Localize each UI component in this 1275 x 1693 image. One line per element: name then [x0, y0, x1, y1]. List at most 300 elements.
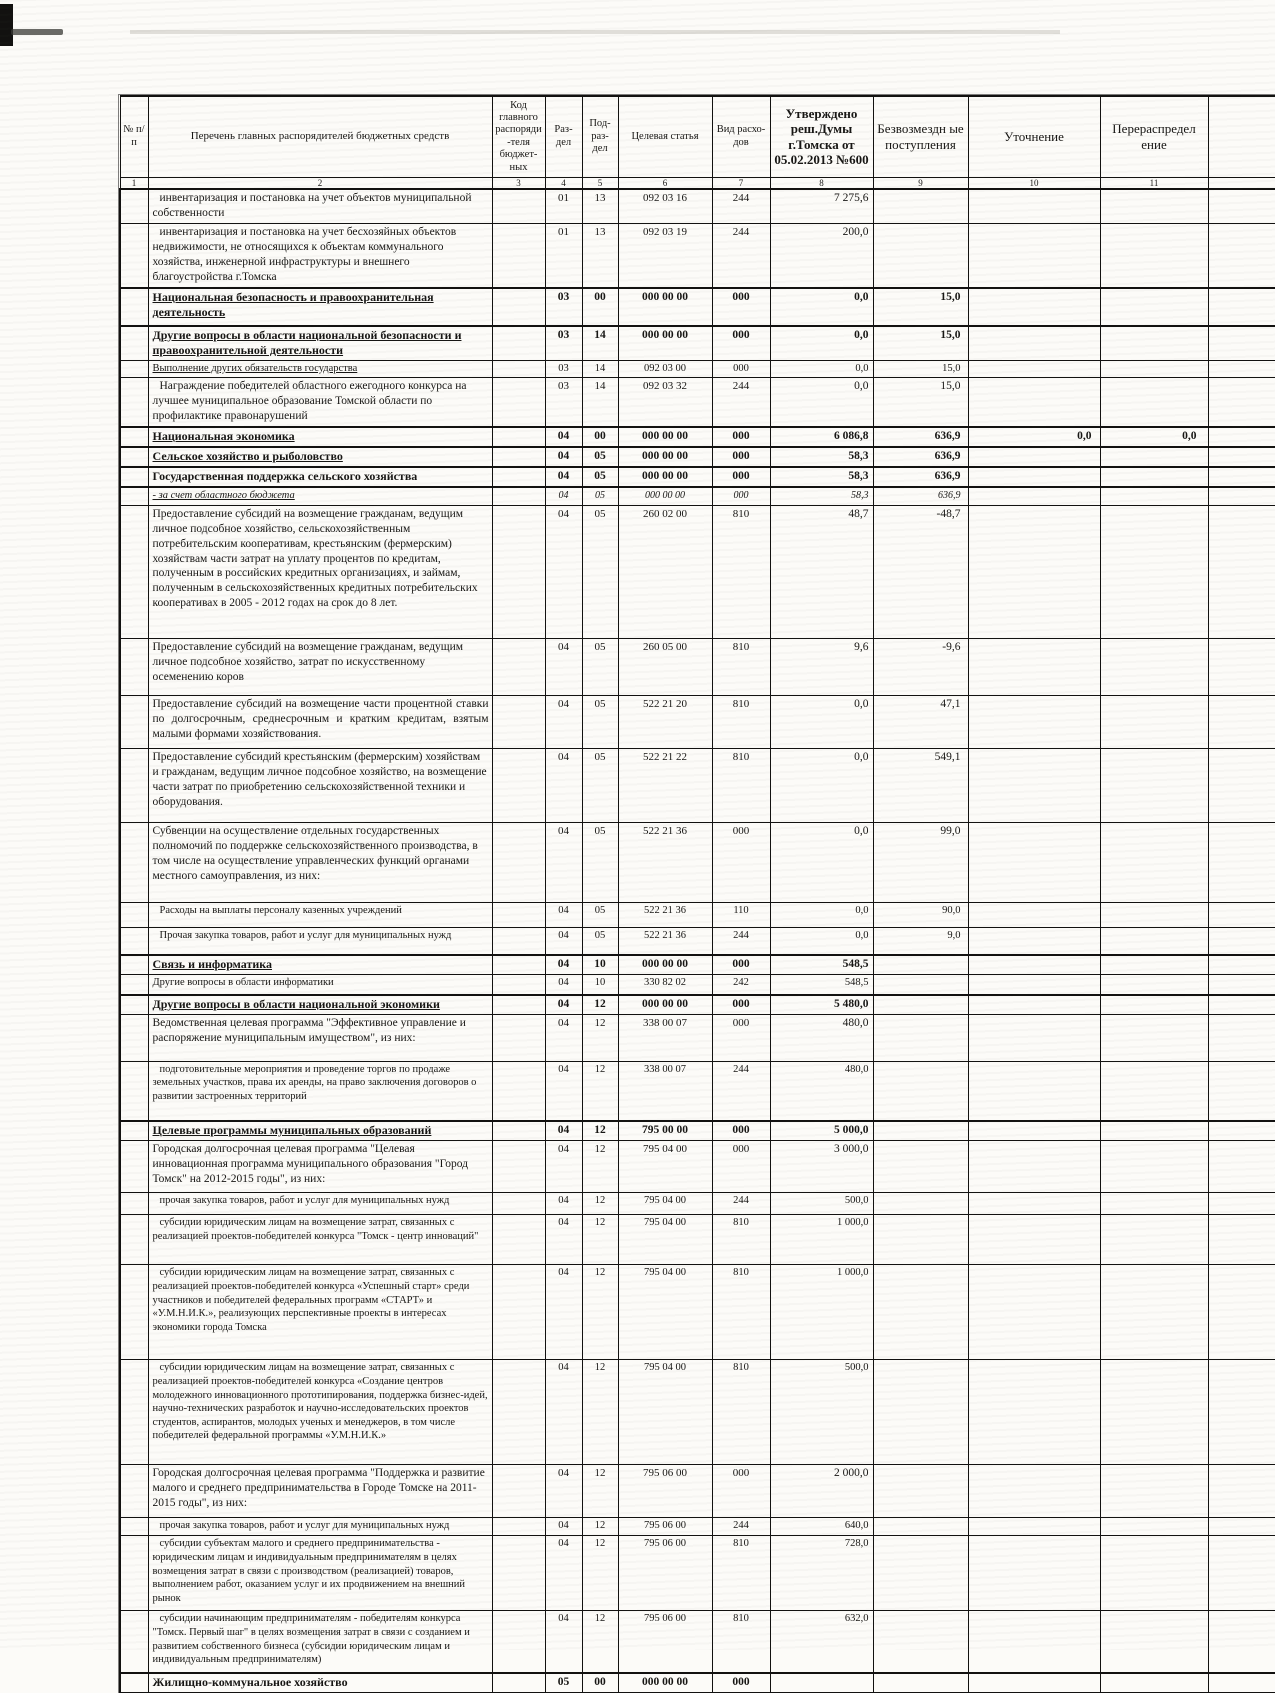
cell-kod-grbs: [492, 447, 545, 467]
cell-index: [120, 1536, 148, 1611]
cell-index: [120, 189, 148, 223]
cell-vid-rashodov: 000: [712, 822, 770, 902]
cell-cutoff: [1208, 1518, 1275, 1536]
row-label: Предоставление субсидий на возмещение гражданам, ведущим личное подсобное хозяйство, затрат по искусственному осеменению коров: [152, 640, 464, 683]
cell-kod-grbs: [492, 1673, 545, 1693]
cell-name: [148, 995, 492, 1015]
cell-bezvozmezdnye: 90,0: [873, 902, 968, 927]
cell-razdel: 04: [545, 1014, 582, 1061]
row-label: Жилищно-коммунальное хозяйство: [152, 1674, 348, 1689]
cell-utverzhdeno: 7 275,6: [770, 189, 873, 223]
cell-podrazdel: 05: [582, 638, 618, 695]
table-row: [120, 638, 1275, 695]
row-label: прочая закупка товаров, работ и услуг для муниципальных нужд: [159, 1195, 450, 1207]
cell-name: [148, 505, 492, 638]
row-label: субсидии юридическим лицам на возмещение затрат, связанных с реализацией проектов-победителей конкурса «Успешный старт» среди участников и победителей федеральных программ «СТАРТ» и «У.М.Н.И.К.», реализующих перспективные проекты в интересах экономики города Томска: [152, 1267, 470, 1333]
cell-index: [120, 748, 148, 822]
cell-kod-grbs: [492, 1518, 545, 1536]
cell-kod-grbs: [492, 1265, 545, 1360]
cell-razdel: 04: [545, 427, 582, 447]
header-col-kod: Код главного распоряди-теля бюджет-ных: [492, 96, 545, 177]
cell-utverzhdeno: 58,3: [770, 447, 873, 467]
cell-kod-grbs: [492, 748, 545, 822]
cell-name: [148, 1193, 492, 1215]
cell-cutoff: [1208, 995, 1275, 1015]
cell-celevaya-statya: 795 06 00: [618, 1465, 712, 1518]
cell-utochnenie: [968, 505, 1100, 638]
column-number: 2: [148, 177, 492, 189]
row-label: субсидии субъектам малого и среднего предпринимательства - юридическим лицам и индивидуальным предпринимателям в целях возмещения затрат в связи с производством (реализацией) товаров, выполнением работ, оказанием услуг и их продвижением на внешний рынок: [152, 1538, 466, 1604]
cell-bezvozmezdnye: 15,0: [873, 326, 968, 361]
row-label: подготовительные мероприятия и проведение торгов по продаже земельных участков, права их аренды, на право заключения договоров о развитии застроенных территорий: [152, 1063, 477, 1102]
cell-kod-grbs: [492, 1360, 545, 1465]
cell-kod-grbs: [492, 505, 545, 638]
cell-name: [148, 467, 492, 487]
cell-vid-rashodov: 000: [712, 467, 770, 487]
cell-celevaya-statya: 795 04 00: [618, 1193, 712, 1215]
cell-bezvozmezdnye: [873, 955, 968, 975]
cell-index: [120, 695, 148, 748]
cell-razdel: 04: [545, 638, 582, 695]
cell-cutoff: [1208, 288, 1275, 326]
cell-index: [120, 927, 148, 955]
cell-name: [148, 447, 492, 467]
cell-cutoff: [1208, 1673, 1275, 1693]
cell-name: [148, 1673, 492, 1693]
cell-razdel: 04: [545, 822, 582, 902]
cell-celevaya-statya: 000 00 00: [618, 447, 712, 467]
cell-cutoff: [1208, 326, 1275, 361]
table-row: [120, 427, 1275, 447]
cell-vid-rashodov: 244: [712, 378, 770, 427]
cell-podrazdel: 00: [582, 427, 618, 447]
cell-name: [148, 427, 492, 447]
cell-utverzhdeno: 480,0: [770, 1061, 873, 1121]
table-row: [120, 1014, 1275, 1061]
cell-name: [148, 1611, 492, 1673]
column-number: 5: [582, 177, 618, 189]
cell-utverzhdeno: 0,0: [770, 902, 873, 927]
table-row: [120, 1465, 1275, 1518]
cell-index: [120, 467, 148, 487]
cell-bezvozmezdnye: -9,6: [873, 638, 968, 695]
cell-utochnenie: [968, 360, 1100, 378]
cell-podrazdel: 05: [582, 505, 618, 638]
cell-name: [148, 1121, 492, 1141]
cell-utverzhdeno: 500,0: [770, 1360, 873, 1465]
table-row: [120, 1215, 1275, 1265]
cell-razdel: 03: [545, 326, 582, 361]
cell-bezvozmezdnye: [873, 1673, 968, 1693]
cell-pereraspredelenie: [1100, 378, 1208, 427]
cell-celevaya-statya: 522 21 36: [618, 822, 712, 902]
row-label: Ведомственная целевая программа "Эффективное управление и распоряжение муниципальным имуществом", из них:: [152, 1016, 466, 1044]
header-col-utverzhdeno: Утверждено реш.Думы г.Томска от 05.02.2013 №600: [770, 96, 873, 177]
cell-utochnenie: [968, 1536, 1100, 1611]
cell-kod-grbs: [492, 822, 545, 902]
cell-utverzhdeno: 1 000,0: [770, 1265, 873, 1360]
cell-bezvozmezdnye: -48,7: [873, 505, 968, 638]
table-row: [120, 505, 1275, 638]
table-row: [120, 223, 1275, 287]
cell-pereraspredelenie: [1100, 326, 1208, 361]
table-row: [120, 995, 1275, 1015]
row-label: инвентаризация и постановка на учет объектов муниципальной собственности: [152, 192, 472, 219]
row-label: Прочая закупка товаров, работ и услуг для муниципальных нужд: [159, 929, 452, 941]
cell-bezvozmezdnye: 9,0: [873, 927, 968, 955]
cell-razdel: 04: [545, 1360, 582, 1465]
cell-razdel: 04: [545, 467, 582, 487]
cell-utochnenie: [968, 638, 1100, 695]
cell-utverzhdeno: 480,0: [770, 1014, 873, 1061]
cell-razdel: 01: [545, 223, 582, 287]
cell-utverzhdeno: 548,5: [770, 955, 873, 975]
cell-utverzhdeno: 9,6: [770, 638, 873, 695]
cell-utochnenie: [968, 326, 1100, 361]
column-number: 4: [545, 177, 582, 189]
cell-utverzhdeno: 0,0: [770, 927, 873, 955]
cell-podrazdel: 14: [582, 360, 618, 378]
row-label: Другие вопросы в области национальной экономики: [152, 996, 440, 1011]
cell-razdel: 04: [545, 975, 582, 995]
cell-utochnenie: [968, 955, 1100, 975]
cell-bezvozmezdnye: 636,9: [873, 447, 968, 467]
header-col-pereraspredelenie: Перераспредел ение: [1100, 96, 1208, 177]
column-number: 10: [968, 177, 1100, 189]
table-row: [120, 447, 1275, 467]
cell-vid-rashodov: 244: [712, 189, 770, 223]
cell-utverzhdeno: 2 000,0: [770, 1465, 873, 1518]
cell-bezvozmezdnye: [873, 1360, 968, 1465]
table-row: [120, 927, 1275, 955]
cell-celevaya-statya: 330 82 02: [618, 975, 712, 995]
row-label: Государственная поддержка сельского хозяйства: [152, 469, 418, 484]
cell-cutoff: [1208, 1611, 1275, 1673]
cell-bezvozmezdnye: [873, 1193, 968, 1215]
cell-bezvozmezdnye: [873, 1611, 968, 1673]
cell-kod-grbs: [492, 902, 545, 927]
cell-razdel: 04: [545, 1536, 582, 1611]
cell-razdel: 05: [545, 1673, 582, 1693]
budget-table: [119, 95, 1275, 1693]
cell-podrazdel: 12: [582, 995, 618, 1015]
cell-name: [148, 189, 492, 223]
column-number: 1: [120, 177, 148, 189]
header-col-podrazdel: Под-раз-дел: [582, 96, 618, 177]
cell-bezvozmezdnye: [873, 189, 968, 223]
cell-vid-rashodov: 000: [712, 955, 770, 975]
cell-razdel: 04: [545, 447, 582, 467]
row-label: прочая закупка товаров, работ и услуг для муниципальных нужд: [159, 1520, 450, 1532]
cell-utochnenie: [968, 1141, 1100, 1193]
cell-celevaya-statya: 795 04 00: [618, 1265, 712, 1360]
cell-kod-grbs: [492, 1611, 545, 1673]
cell-razdel: 04: [545, 695, 582, 748]
cell-cutoff: [1208, 1061, 1275, 1121]
cell-kod-grbs: [492, 427, 545, 447]
cell-cutoff: [1208, 1121, 1275, 1141]
cell-vid-rashodov: 242: [712, 975, 770, 995]
cell-index: [120, 975, 148, 995]
table-row: [120, 288, 1275, 326]
table-row: [120, 902, 1275, 927]
cell-podrazdel: 05: [582, 902, 618, 927]
row-label: Сельское хозяйство и рыболовство: [152, 449, 343, 464]
cell-bezvozmezdnye: 549,1: [873, 748, 968, 822]
row-label: Городская долгосрочная целевая программа "Поддержка и развитие малого и среднего предпринимательства в Городе Томске на 2011-2015 годы", из них:: [152, 1467, 485, 1510]
cell-pereraspredelenie: [1100, 1265, 1208, 1360]
cell-utverzhdeno: 500,0: [770, 1193, 873, 1215]
cell-razdel: 04: [545, 1265, 582, 1360]
table-row: [120, 975, 1275, 995]
cell-index: [120, 1465, 148, 1518]
cell-celevaya-statya: 000 00 00: [618, 1673, 712, 1693]
cell-razdel: 04: [545, 1061, 582, 1121]
cell-utochnenie: [968, 1014, 1100, 1061]
header-col-vid-rashodov: Вид расхо-дов: [712, 96, 770, 177]
cell-utochnenie: [968, 487, 1100, 505]
cell-vid-rashodov: 810: [712, 505, 770, 638]
cell-pereraspredelenie: [1100, 223, 1208, 287]
cell-bezvozmezdnye: [873, 1014, 968, 1061]
cell-celevaya-statya: 000 00 00: [618, 427, 712, 447]
cell-vid-rashodov: 810: [712, 1360, 770, 1465]
cell-podrazdel: 12: [582, 1360, 618, 1465]
row-label: Связь и информатика: [152, 957, 273, 972]
cell-name: [148, 927, 492, 955]
cell-index: [120, 1673, 148, 1693]
cell-utochnenie: [968, 189, 1100, 223]
column-number: 6: [618, 177, 712, 189]
cell-bezvozmezdnye: 15,0: [873, 378, 968, 427]
cell-cutoff: [1208, 1193, 1275, 1215]
table-row: [120, 487, 1275, 505]
cell-cutoff: [1208, 1265, 1275, 1360]
cell-vid-rashodov: 810: [712, 1215, 770, 1265]
cell-podrazdel: 05: [582, 467, 618, 487]
cell-pereraspredelenie: [1100, 1673, 1208, 1693]
cell-bezvozmezdnye: [873, 975, 968, 995]
cell-utochnenie: [968, 1360, 1100, 1465]
row-label: Целевые программы муниципальных образований: [152, 1123, 432, 1138]
cell-utochnenie: [968, 927, 1100, 955]
table-row: [120, 467, 1275, 487]
cell-kod-grbs: [492, 638, 545, 695]
cell-razdel: 04: [545, 995, 582, 1015]
cell-pereraspredelenie: [1100, 1611, 1208, 1673]
cell-cutoff: [1208, 1014, 1275, 1061]
row-label: инвентаризация и постановка на учет бесхозяйных объектов недвижимости, не относящихся к объектам коммунального хозяйства, инженерной инфраструктуры и внешнего благоустройства г.Томска: [152, 225, 457, 283]
cell-utverzhdeno: 200,0: [770, 223, 873, 287]
cell-podrazdel: 10: [582, 955, 618, 975]
row-label: - за счет областного бюджета: [152, 490, 295, 502]
scan-artifact-top-streak: [130, 30, 1060, 34]
cell-razdel: 01: [545, 189, 582, 223]
cell-utochnenie: [968, 1121, 1100, 1141]
cell-kod-grbs: [492, 189, 545, 223]
table-row: [120, 360, 1275, 378]
cell-utverzhdeno: 1 000,0: [770, 1215, 873, 1265]
cell-kod-grbs: [492, 1215, 545, 1265]
cell-podrazdel: 12: [582, 1061, 618, 1121]
cell-index: [120, 1121, 148, 1141]
cell-pereraspredelenie: [1100, 1141, 1208, 1193]
cell-kod-grbs: [492, 487, 545, 505]
cell-bezvozmezdnye: 15,0: [873, 360, 968, 378]
table-row: [120, 1061, 1275, 1121]
cell-pereraspredelenie: [1100, 1121, 1208, 1141]
cell-kod-grbs: [492, 378, 545, 427]
cell-index: [120, 1061, 148, 1121]
cell-name: [148, 1061, 492, 1121]
cell-celevaya-statya: 092 03 19: [618, 223, 712, 287]
cell-kod-grbs: [492, 695, 545, 748]
cell-name: [148, 1465, 492, 1518]
header-col-razdel: Раз-дел: [545, 96, 582, 177]
cell-podrazdel: 12: [582, 1611, 618, 1673]
cell-index: [120, 1141, 148, 1193]
cell-razdel: 03: [545, 360, 582, 378]
cell-cutoff: [1208, 1215, 1275, 1265]
table-row: [120, 326, 1275, 361]
header-row: [120, 96, 1275, 177]
cell-pereraspredelenie: [1100, 975, 1208, 995]
cell-celevaya-statya: 795 04 00: [618, 1360, 712, 1465]
cell-name: [148, 1536, 492, 1611]
cell-celevaya-statya: 522 21 20: [618, 695, 712, 748]
table-row: [120, 955, 1275, 975]
cell-index: [120, 1215, 148, 1265]
cell-cutoff: [1208, 927, 1275, 955]
cell-celevaya-statya: 000 00 00: [618, 467, 712, 487]
cell-podrazdel: 05: [582, 695, 618, 748]
cell-vid-rashodov: 810: [712, 1536, 770, 1611]
cell-celevaya-statya: 522 21 36: [618, 927, 712, 955]
cell-cutoff: [1208, 223, 1275, 287]
cell-podrazdel: 13: [582, 189, 618, 223]
cell-bezvozmezdnye: 99,0: [873, 822, 968, 902]
cell-celevaya-statya: 795 00 00: [618, 1121, 712, 1141]
cell-pereraspredelenie: [1100, 487, 1208, 505]
cell-vid-rashodov: 000: [712, 1121, 770, 1141]
row-label: Расходы на выплаты персоналу казенных учреждений: [159, 904, 402, 916]
cell-vid-rashodov: 244: [712, 1061, 770, 1121]
cell-cutoff: [1208, 955, 1275, 975]
cell-podrazdel: 05: [582, 927, 618, 955]
cell-index: [120, 995, 148, 1015]
cell-razdel: 03: [545, 378, 582, 427]
cell-podrazdel: 13: [582, 223, 618, 287]
cell-utochnenie: [968, 378, 1100, 427]
cell-name: [148, 1518, 492, 1536]
cell-kod-grbs: [492, 955, 545, 975]
cell-podrazdel: 12: [582, 1465, 618, 1518]
cell-utverzhdeno: 5 480,0: [770, 995, 873, 1015]
cell-pereraspredelenie: [1100, 1061, 1208, 1121]
table-row: [120, 1121, 1275, 1141]
table-row: [120, 1141, 1275, 1193]
table-row: [120, 1360, 1275, 1465]
cell-utochnenie: 0,0: [968, 427, 1100, 447]
cell-bezvozmezdnye: [873, 1141, 968, 1193]
cell-celevaya-statya: 522 21 36: [618, 902, 712, 927]
cell-vid-rashodov: 000: [712, 1141, 770, 1193]
cell-kod-grbs: [492, 1014, 545, 1061]
cell-vid-rashodov: 810: [712, 748, 770, 822]
cell-utverzhdeno: 58,3: [770, 467, 873, 487]
cell-index: [120, 1611, 148, 1673]
cell-index: [120, 902, 148, 927]
cell-vid-rashodov: 000: [712, 326, 770, 361]
row-label: Национальная экономика: [152, 429, 295, 444]
cell-utochnenie: [968, 223, 1100, 287]
cell-utochnenie: [968, 1673, 1100, 1693]
cell-vid-rashodov: 000: [712, 1673, 770, 1693]
row-label: Другие вопросы в области национальной безопасности и правоохранительной деятельности: [152, 327, 462, 357]
table-row: [120, 695, 1275, 748]
cell-razdel: 03: [545, 288, 582, 326]
cell-podrazdel: 14: [582, 378, 618, 427]
cell-name: [148, 822, 492, 902]
header-col-bezvozmezdnye: Безвозмездн ые поступления: [873, 96, 968, 177]
header-col-utochnenie: Уточнение: [968, 96, 1100, 177]
cell-utochnenie: [968, 748, 1100, 822]
cell-bezvozmezdnye: 15,0: [873, 288, 968, 326]
cell-bezvozmezdnye: [873, 1061, 968, 1121]
cell-kod-grbs: [492, 1193, 545, 1215]
column-number: 9: [873, 177, 968, 189]
cell-pereraspredelenie: [1100, 467, 1208, 487]
cell-podrazdel: 12: [582, 1193, 618, 1215]
cell-index: [120, 638, 148, 695]
cell-celevaya-statya: 795 06 00: [618, 1536, 712, 1611]
table-row: [120, 822, 1275, 902]
cell-razdel: 04: [545, 1518, 582, 1536]
column-numbers-row: [120, 177, 1275, 189]
cell-kod-grbs: [492, 288, 545, 326]
cell-bezvozmezdnye: 636,9: [873, 467, 968, 487]
cell-utochnenie: [968, 467, 1100, 487]
cell-pereraspredelenie: [1100, 1193, 1208, 1215]
cell-bezvozmezdnye: [873, 1215, 968, 1265]
cell-name: [148, 1265, 492, 1360]
cell-pereraspredelenie: [1100, 288, 1208, 326]
cell-pereraspredelenie: [1100, 995, 1208, 1015]
cell-bezvozmezdnye: [873, 995, 968, 1015]
cell-utverzhdeno: 0,0: [770, 748, 873, 822]
cell-vid-rashodov: 000: [712, 1465, 770, 1518]
cell-utochnenie: [968, 288, 1100, 326]
cell-bezvozmezdnye: 47,1: [873, 695, 968, 748]
cell-utverzhdeno: 548,5: [770, 975, 873, 995]
row-label: субсидии начинающим предпринимателям - победителям конкурса "Томск. Первый шаг" в целях возмещения затрат в связи с созданием и развитием собственного бизнеса (субсидии юридическим лицам и индивидуальным предпринимателям): [152, 1613, 470, 1666]
cell-pereraspredelenie: [1100, 927, 1208, 955]
cell-celevaya-statya: 338 00 07: [618, 1061, 712, 1121]
cell-pereraspredelenie: [1100, 748, 1208, 822]
cell-razdel: 04: [545, 1141, 582, 1193]
cell-name: [148, 487, 492, 505]
cell-name: [148, 955, 492, 975]
cell-bezvozmezdnye: [873, 1121, 968, 1141]
cell-utochnenie: [968, 822, 1100, 902]
cell-index: [120, 505, 148, 638]
cell-name: [148, 223, 492, 287]
row-label: Субвенции на осуществление отдельных государственных полномочий по поддержке сельскохозяйственного производства, в том числе на осуществление управленческих функций органами местного самоуправления, из них:: [152, 824, 478, 882]
cell-vid-rashodov: 110: [712, 902, 770, 927]
cell-podrazdel: 12: [582, 1141, 618, 1193]
cell-razdel: 04: [545, 902, 582, 927]
table-row: [120, 1536, 1275, 1611]
